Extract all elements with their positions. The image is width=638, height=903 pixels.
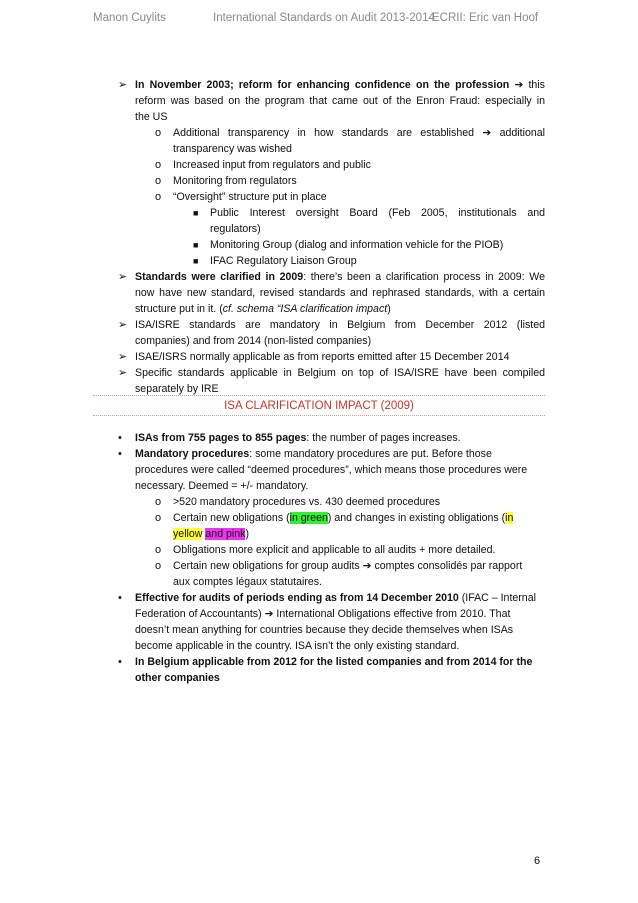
right-arrow-icon: ➔: [264, 608, 274, 620]
page-number: 6: [534, 855, 541, 867]
header-course: International Standards on Audit 2013-2014: [213, 12, 435, 24]
list-item: Specific standards applicable in Belgium on top of ISA/ISRE have been compiled: [135, 367, 545, 379]
list-item: In Belgium applicable from 2012 for the listed companies and from 2014 for the: [135, 656, 533, 668]
arrow-bullet-icon: ➢: [118, 319, 128, 331]
list-item-line: companies) and from 2014 (non-listed companies): [135, 335, 372, 347]
list-item: [135, 446, 492, 462]
item-lead: Mandatory procedures: [135, 448, 250, 460]
item-text: this: [528, 79, 545, 91]
list-item-line: procedures were called “deemed procedures”, which means those procedures were: [135, 464, 528, 476]
circle-bullet-icon: o: [155, 512, 162, 524]
item-text: International Obligations effective from 2010. That: [276, 608, 511, 620]
right-arrow-icon: ➔: [482, 127, 492, 139]
sub-item-text: ): [245, 528, 249, 540]
sub-item: [173, 125, 545, 141]
sub-item-text: ) and changes in existing obligations (: [327, 512, 506, 524]
section-rule-top: [93, 395, 545, 396]
item-text: : there’s been a clarification process in 2009: We: [303, 271, 545, 283]
sub-item-line: transparency was wished: [173, 143, 292, 155]
item-text: : some mandatory procedures are put. Before those: [249, 448, 492, 460]
square-bullet-icon: ■: [193, 208, 199, 218]
subsub-item-line: regulators): [210, 223, 261, 235]
arrow-bullet-icon: ➢: [118, 367, 128, 379]
list-item-line: the US: [135, 111, 168, 123]
item-text-italic: cf. schema “ISA clarification impact: [222, 303, 388, 315]
item-text: ): [387, 303, 391, 315]
sub-item-line: aux comptes légaux statutaires.: [173, 576, 322, 588]
sub-item-text: Certain new obligations for group audits: [173, 560, 360, 572]
list-item: [135, 269, 545, 285]
list-item-line: other companies: [135, 672, 220, 684]
list-item: ISA/ISRE standards are mandatory in Belgium from December 2012 (listed: [135, 319, 545, 331]
subsub-item: Public Interest oversight Board (Feb 2005, institutionals and: [210, 207, 545, 219]
sub-item: [173, 510, 513, 526]
circle-bullet-icon: o: [155, 127, 162, 139]
list-item-line: [135, 301, 391, 317]
item-lead: In November 2003; reform for enhancing confidence on the profession: [135, 79, 510, 91]
circle-bullet-icon: o: [155, 191, 162, 203]
arrow-bullet-icon: ➢: [118, 271, 128, 283]
list-item: ISAE/ISRS normally applicable as from reports emitted after 15 December 2014: [135, 351, 510, 363]
section-title: ISA CLARIFICATION IMPACT (2009): [224, 400, 414, 412]
sub-item: >520 mandatory procedures vs. 430 deemed procedures: [173, 496, 441, 508]
item-text: (IFAC – Internal: [458, 592, 536, 604]
circle-bullet-icon: o: [155, 560, 162, 572]
list-item-line: [135, 606, 510, 622]
bullet-icon: •: [118, 448, 122, 460]
sub-item: “Oversight” structure put in place: [173, 191, 327, 203]
sub-item: Monitoring from regulators: [173, 175, 297, 187]
circle-bullet-icon: o: [155, 496, 162, 508]
list-item: [135, 77, 545, 93]
bullet-icon: •: [118, 592, 122, 604]
sub-item: [173, 558, 522, 574]
list-item-line: become applicable in the country. ISA isn’t the only existing standard.: [135, 640, 460, 652]
subsub-item: Monitoring Group (dialog and information vehicle for the PIOB): [210, 239, 504, 251]
highlight-pink: and pink: [205, 528, 246, 540]
sub-item-text: comptes consolidés par rapport: [374, 560, 523, 572]
sub-item-line: [173, 526, 249, 542]
subsub-item: IFAC Regulatory Liaison Group: [210, 255, 357, 267]
sub-item-text: additional: [499, 127, 545, 139]
sub-item-text: Certain new obligations (: [173, 512, 290, 524]
list-item-line: separately by IRE: [135, 383, 219, 395]
sub-item-text: Additional transparency in how standards are established: [173, 127, 475, 139]
sub-item: Increased input from regulators and public: [173, 159, 371, 171]
circle-bullet-icon: o: [155, 544, 162, 556]
item-text: structure put in it. (: [135, 303, 223, 315]
item-text: Federation of Accountants): [135, 608, 262, 620]
list-item-line: necessary. Deemed = +/- mandatory.: [135, 480, 309, 492]
header-ecrii: ECRII: Eric van Hoof: [432, 12, 539, 24]
item-lead: Standards were clarified in 2009: [135, 271, 304, 283]
highlight-yellow: yellow: [173, 528, 203, 540]
list-item: [135, 430, 461, 446]
item-lead: Effective for audits of periods ending as from 14 December 2010: [135, 592, 459, 604]
list-item: [135, 590, 536, 606]
arrow-bullet-icon: ➢: [118, 79, 128, 91]
right-arrow-icon: ➔: [514, 79, 524, 91]
circle-bullet-icon: o: [155, 175, 162, 187]
highlight-yellow: in: [505, 512, 514, 524]
item-lead: ISAs from 755 pages to 855 pages: [135, 432, 307, 444]
right-arrow-icon: ➔: [362, 560, 372, 572]
arrow-bullet-icon: ➢: [118, 351, 128, 363]
list-item-line: doesn’t mean anything for countries because they decide themselves when ISAs: [135, 624, 514, 636]
circle-bullet-icon: o: [155, 159, 162, 171]
bullet-icon: •: [118, 656, 122, 668]
list-item-line: now have new standard, revised standards and rephrased standards, with a certain: [135, 287, 545, 299]
header-author: Manon Cuylits: [93, 12, 166, 24]
item-text: : the number of pages increases.: [306, 432, 461, 444]
section-rule-bottom: [93, 415, 545, 416]
sub-item: Obligations more explicit and applicable to all audits + more detailed.: [173, 544, 496, 556]
highlight-green: in green: [289, 512, 328, 524]
bullet-icon: •: [118, 432, 122, 444]
square-bullet-icon: ■: [193, 256, 199, 266]
square-bullet-icon: ■: [193, 240, 199, 250]
list-item-line: reform was based on the program that came out of the Enron Fraud: especially in: [135, 95, 545, 107]
